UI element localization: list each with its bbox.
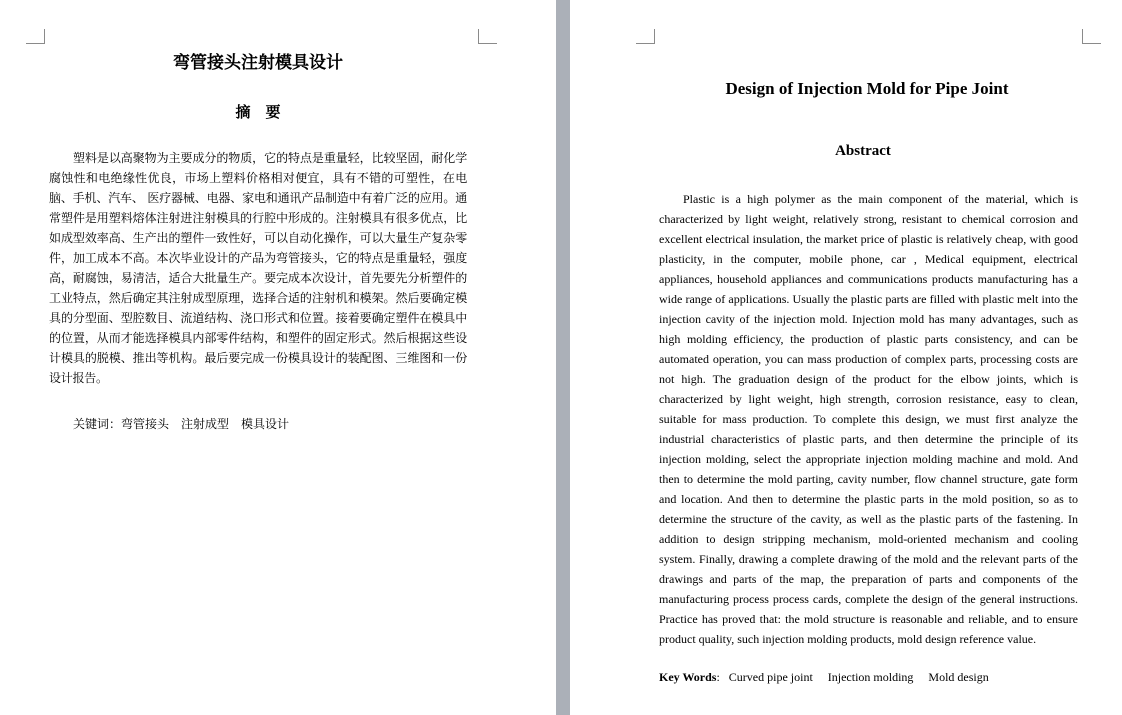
english-page (570, 0, 1122, 715)
chinese-title: 弯管接头注射模具设计 (173, 53, 343, 73)
chinese-abstract-body: 塑料是以高聚物为主要成分的物质，它的特点是重量轻，比较坚固，耐化学腐蚀性和电绝缘性优良，市场上塑料价格相对便宜，具有不错的可塑性，在电脑、手机、汽车、 医疗器械、电器、家电和通讯产品制造中有着广泛的应用。通常塑件是用塑料熔体注射进注射模具的行腔中形成的。注射模具有很多优点，比如成型效率高、生产出的塑件一致性好，可以自动化操作，可以大量生产复杂零件，加工成本不高。本次毕业设计的产品为弯管接头，它的特点是重量轻，强度高，耐腐蚀，易清洁，适合大批量生产。要完成本次设计，首先要先分析塑件的工业特点，然后确定其注射成型原理，选择合适的注射机和模架。然后要确定模具的分型面、型腔数目、流道结构、浇口形式和位置。接着要确定塑件在模具中的位置，从而才能选择模具内部零件结构，和塑件的固定形式。然后根据这些设计模具的脱模、推出等机构。最后要完成一份模具设计的装配图、三维图和一份设计报告。 (49, 151, 467, 385)
crop-mark-top-right (478, 29, 497, 44)
english-title: Design of Injection Mold for Pipe Joint (725, 79, 1009, 98)
english-abstract-body: Plastic is a high polymer as the main component of the material, which is characterized by light weight, relatively strong, resistant to chemical corrosion and excellent electrical insulation, the market price of plastic is relatively cheap, with good plasticity, in the computer, mobile phone, car , Medical equipment, electrical appliances, household appliances and communications products manufacturing has a wide range of applications. Usually the plastic parts are filled with plastic melt into the injection cavity of the injection mold. Injection mold has many advantages, such as high molding efficiency, the production of plastic parts consistency, and can be automated operation, you can mass production of complex parts, processing costs are not high. The graduation design of the product for the elbow joints, which is characterized by light weight, high strength, corrosion resistance, easy to clean, suitable for mass production. To complete this design, we must first analyze the industrial characteristics of plastic parts, and then determine the principle of its injection molding, select the appropriate injection molding machine and mold. And then to determine the mold parting, cavity number, flow channel structure, gate form and location. And then to determine the plastic parts in the mold position, so as to determine the structure of the cavity, as well as the plastic parts of the fastening. In addition to design stripping mechanism, mold-oriented mechanism and cooling system. Finally, drawing a complete drawing of the mold and the relevant parts of the drawings and parts of the map, the preparation of parts and components of the manufacturing process process cards, complete the design of the general instructions. Practice has proved that: the mold structure is reasonable and reliable, and to ensure product quality, such injection molding products, mold design reference value. (659, 192, 1078, 646)
english-keywords-list: : Curved pipe joint Injection molding Mold design (716, 670, 989, 684)
english-abstract-heading: Abstract (835, 143, 891, 159)
chinese-keywords-label: 关键词： (73, 417, 122, 431)
chinese-keywords (73, 414, 289, 434)
english-keywords-label: Key Words (659, 670, 717, 684)
crop-mark-top-left (26, 29, 45, 44)
crop-mark-top-left (636, 29, 655, 44)
page-gap (556, 0, 570, 715)
chinese-page (0, 0, 556, 715)
crop-mark-top-right (1082, 29, 1101, 44)
chinese-keywords-list: 弯管接头 注射成型 模具设计 (121, 417, 290, 431)
chinese-abstract-heading: 摘 要 (235, 103, 281, 121)
english-keywords (659, 667, 989, 687)
